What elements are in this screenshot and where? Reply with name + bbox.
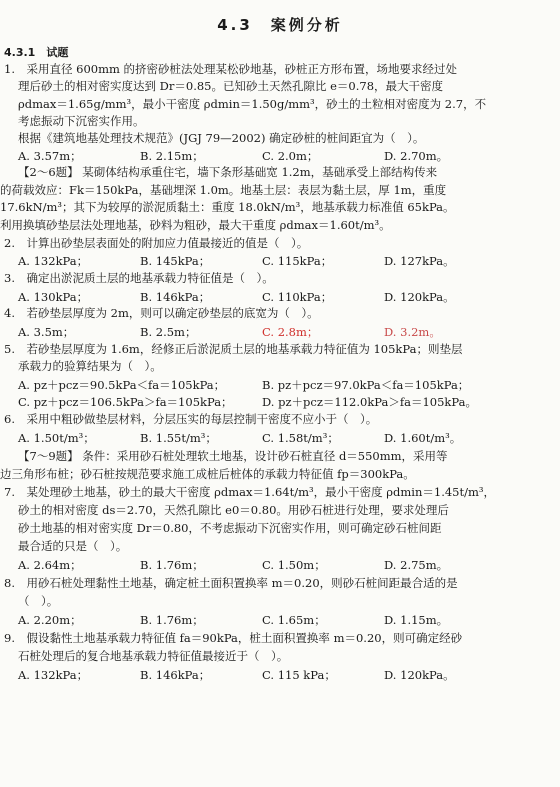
option-b: B. 1.76m； [140, 558, 204, 572]
option-c: C. 2.8m； [262, 325, 319, 339]
option-d: D. 127kPa。 [384, 254, 455, 268]
group2-line-2: 边三角形布桩；砂石桩按规范要求施工成桩后桩体的承载力特征值 fp＝300kPa。 [0, 467, 415, 481]
group2-line-1: 【7～9题】 条件：采用砂石桩处理软土地基，设计砂石桩直径 d＝550mm，采用等 [18, 449, 448, 463]
option-b: B. 2.15m； [140, 149, 204, 163]
group1-line-4: 利用换填砂垫层法处理地基，砂料为粗砂，最大干重度 ρdmax＝1.60t/m³。 [0, 218, 391, 232]
q3-options [0, 289, 560, 303]
q6-options [0, 430, 560, 444]
option-c: C. 1.58t/m³； [262, 431, 339, 445]
option-a: A. 1.50t/m³； [18, 431, 95, 445]
option-c: C. 1.65m； [262, 613, 326, 627]
q1-line-1: 1. 采用直径 600mm 的挤密砂桩法处理某松砂地基，砂桩正方形布置，场地要求经过处 [4, 62, 458, 76]
section-title: 4.3 案例分析 [217, 16, 343, 34]
option-a: A. pz＋pcz＝90.5kPa＜fa＝105kPa； [18, 378, 226, 392]
q7-options [0, 557, 560, 571]
option-a: A. 132kPa； [18, 254, 89, 268]
q1-line-3: ρdmax＝1.65g/mm³，最小干密度 ρdmin＝1.50g/mm³，砂土的土粒相对密度为 2.7，不 [18, 97, 487, 111]
option-a: A. 2.64m； [18, 558, 82, 572]
option-d: D. 2.70m。 [384, 149, 449, 163]
group1-line-3: 17.6kN/m³；其下为较厚的淤泥质黏土：重度 18.0kN/m³，地基承载力标准值 65kPa。 [0, 200, 455, 214]
q7-line-1: 7. 某处理砂土地基，砂土的最大干密度 ρdmax＝1.64t/m³，最小干密度 ρdmin＝1.45t/m³， [4, 485, 495, 499]
q8-options [0, 612, 560, 626]
option-c: C. 115kPa； [262, 254, 333, 268]
option-a: A. 2.20m； [18, 613, 82, 627]
group1-line-1: 【2～6题】 某砌体结构承重住宅，墙下条形基础宽 1.2m，基础承受上部结构传来 [18, 165, 438, 179]
subsection-heading: 4.3.1 试题 [4, 46, 69, 59]
q7-line-2: 砂土的相对密度 ds＝2.70，天然孔隙比 e0＝0.80。用砂石桩进行处理，要求处理后 [18, 503, 449, 517]
option-a: A. 3.5m； [18, 325, 75, 339]
q3-text: 3. 确定出淤泥质土层的地基承载力特征值是（ ）。 [4, 271, 274, 285]
q1-options [0, 148, 560, 162]
q6-text: 6. 采用中粗砂做垫层材料，分层压实的每层控制干密度不应小于（ ）。 [4, 412, 378, 426]
option-d: D. 120kPa。 [384, 668, 455, 682]
q1-line-4: 考虑振动下沉密实作用。 [18, 114, 145, 128]
option-c: C. pz＋pcz＝106.5kPa＞fa＝105kPa； [18, 395, 233, 409]
option-b: B. 146kPa； [140, 668, 211, 682]
option-a: A. 132kPa； [18, 668, 89, 682]
option-c: C. 115 kPa； [262, 668, 336, 682]
q7-line-3: 砂土地基的相对密实度 Dr＝0.80，不考虑振动下沉密实作用，则可确定砂石桩间距 [18, 521, 442, 535]
group1-line-2: 的荷载效应：Fk＝150kPa，基础埋深 1.0m。地基土层：表层为黏土层，厚 1m，重度 [0, 183, 447, 197]
option-d: D. 120kPa。 [384, 290, 455, 304]
q5-line-1: 5. 若砂垫层厚度为 1.6m，经修正后淤泥质土层的地基承载力特征值为 105kPa；则垫层 [4, 342, 463, 356]
q9-options [0, 667, 560, 681]
q4-options [0, 324, 560, 338]
q2-text: 2. 计算出砂垫层表面处的附加应力值最接近的值是（ ）。 [4, 236, 309, 250]
option-d: D. 1.60t/m³。 [384, 431, 462, 445]
q5-options-row-2 [0, 394, 560, 408]
q9-line-2: 石桩处理后的复合地基承载力特征值最接近于（ ）。 [18, 649, 289, 663]
option-b: B. 1.76m； [140, 613, 204, 627]
option-d: D. 3.2m。 [384, 325, 441, 339]
option-d: D. 1.15m。 [384, 613, 449, 627]
option-b: B. 146kPa； [140, 290, 211, 304]
q5-options-row-1 [0, 377, 560, 391]
q1-line-2: 理后砂土的相对密实度达到 Dr＝0.85。已知砂土天然孔隙比 e＝0.78，最大干密度 [18, 79, 444, 93]
option-a: A. 3.57m； [18, 149, 82, 163]
option-d: D. 2.75m。 [384, 558, 449, 572]
q2-options [0, 253, 560, 267]
option-c: C. 1.50m； [262, 558, 326, 572]
q8-line-1: 8. 用砂石桩处理黏性土地基，确定桩土面积置换率 m＝0.20，则砂石桩间距最合适的是 [4, 576, 458, 590]
q9-line-1: 9. 假设黏性土地基承载力特征值 fa＝90kPa，桩土面积置换率 m＝0.20，则可确定经砂 [4, 631, 463, 645]
option-b: B. 2.5m； [140, 325, 197, 339]
option-a: A. 130kPa； [18, 290, 89, 304]
q8-line-2: （ ）。 [18, 594, 59, 608]
option-d: D. pz＋pcz＝112.0kPa＞fa＝105kPa。 [262, 395, 477, 409]
option-b: B. 145kPa； [140, 254, 211, 268]
q5-line-2: 承载力的验算结果为（ ）。 [18, 359, 162, 373]
option-c: C. 110kPa； [262, 290, 333, 304]
q1-line-5: 根据《建筑地基处理技术规范》(JGJ 79—2002) 确定砂桩的桩间距宜为（ ）。 [18, 131, 425, 145]
q4-text: 4. 若砂垫层厚度为 2m，则可以确定砂垫层的底宽为（ ）。 [4, 306, 319, 320]
option-b: B. pz＋pcz＝97.0kPa＜fa＝105kPa； [262, 378, 470, 392]
q7-line-4: 最合适的只是（ ）。 [18, 539, 128, 553]
option-c: C. 2.0m； [262, 149, 319, 163]
option-b: B. 1.55t/m³； [140, 431, 217, 445]
